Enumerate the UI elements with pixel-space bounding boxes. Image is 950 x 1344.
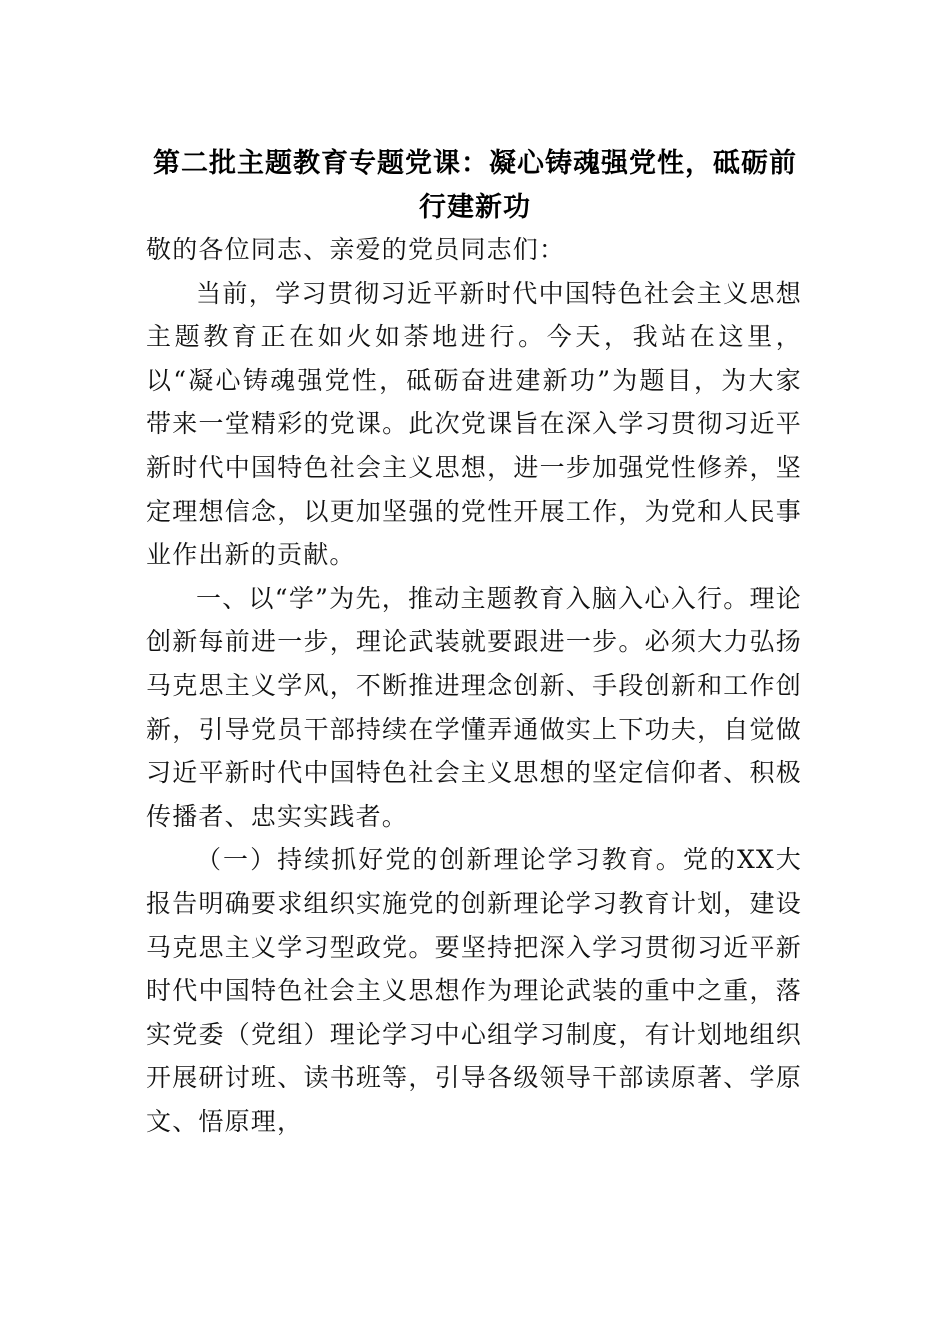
paragraph-section-one: 一、以“学”为先，推动主题教育入脑入心入行。理论创新每前进一步，理论武装就要跟进一步。必须大力弘扬马克思主义学风，不断推进理念创新、手段创新和工作创新，引导党员干部持续在学懂弄通做实上下功夫，自觉做习近平新时代中国特色社会主义思想的坚定信仰者、积极传播者、忠实实践者。 bbox=[146, 583, 802, 831]
document-title: 第二批主题教育专题党课：凝心铸魂强党性，砥砺前行建新功 bbox=[153, 148, 797, 223]
paragraph-intro: 当前，学习贯彻习近平新时代中国特色社会主义思想主题教育正在如火如荼地进行。今天，我站在这里，以“凝心铸魂强党性，砥砺奋进建新功”为题目，为大家带来一堂精彩的党课。此次党课旨在深入学习贯彻习近平新时代中国特色社会主义思想，进一步加强党性修养，坚定理想信念，以更加坚强的党性开展工作，为党和人民事业作出新的贡献。 bbox=[146, 278, 802, 570]
salutation: 敬的各位同志、亲爱的党员同志们： bbox=[146, 235, 566, 264]
paragraph-subsection-one: （一）持续抓好党的创新理论学习教育。党的XX大报告明确要求组织实施党的创新理论学习教育计划，建设马克思主义学习型政党。要坚持把深入学习贯彻习近平新时代中国特色社会主义思想作为理论武装的重中之重，落实党委（党组）理论学习中心组学习制度，有计划地组织开展研讨班、读书班等，引导各级领导干部读原著、学原文、悟原理， bbox=[146, 845, 802, 1136]
document-body bbox=[146, 228, 802, 1143]
